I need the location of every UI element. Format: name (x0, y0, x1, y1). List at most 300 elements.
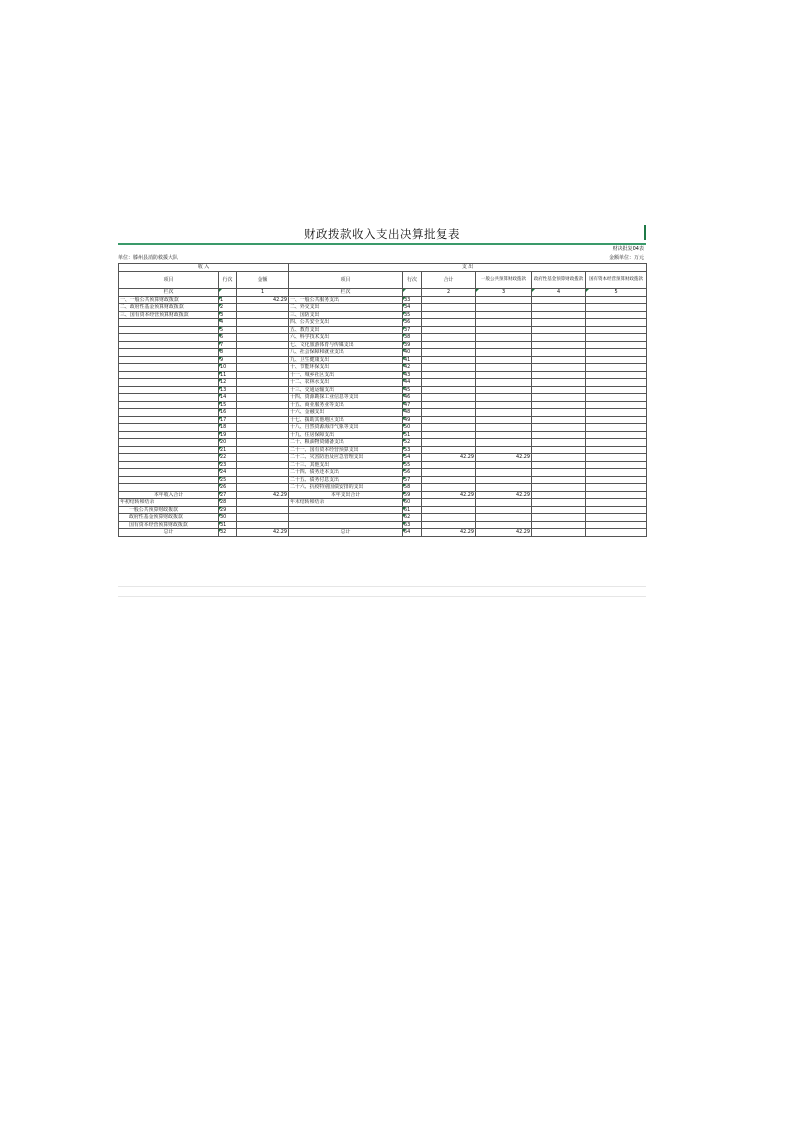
col-header-gov-fund: 政府性基金预算财政拨款 (532, 272, 586, 289)
table-row (119, 334, 647, 342)
income-amount (237, 476, 289, 484)
expense-soe-capital (586, 424, 647, 432)
expense-item: 年末结转和结余 (289, 499, 403, 507)
income-row-no: 4 (219, 319, 237, 327)
expense-gov-fund (532, 431, 586, 439)
col-header-soe-capital: 国有资本经营预算财政拨款 (586, 272, 647, 289)
table-row (119, 491, 647, 499)
expense-total (422, 469, 476, 477)
expense-general-budget (476, 379, 532, 387)
expense-total (422, 476, 476, 484)
income-row-no: 25 (219, 476, 237, 484)
expense-gov-fund (532, 416, 586, 424)
expense-total (422, 499, 476, 507)
expense-gov-fund (532, 424, 586, 432)
income-item: 年初结转和结余 (119, 499, 219, 507)
col-label-right: 栏次 (289, 289, 403, 297)
expense-total (422, 326, 476, 334)
expense-total (422, 484, 476, 492)
expense-general-budget: 42.29 (476, 529, 532, 537)
income-item: 一、一般公共预算财政拨款 (119, 296, 219, 304)
income-amount (237, 311, 289, 319)
expense-item: 一、一般公共服务支出 (289, 296, 403, 304)
expense-row-no: 40 (403, 349, 422, 357)
expense-row-no: 51 (403, 431, 422, 439)
income-row-no: 2 (219, 304, 237, 312)
income-item (119, 341, 219, 349)
expense-total: 42.29 (422, 491, 476, 499)
income-amount (237, 416, 289, 424)
income-row-no: 29 (219, 506, 237, 514)
expense-row-no: 37 (403, 326, 422, 334)
expense-row-no: 54 (403, 454, 422, 462)
expense-soe-capital (586, 311, 647, 319)
expense-total (422, 409, 476, 417)
income-amount (237, 514, 289, 522)
table-row (119, 341, 647, 349)
expense-gov-fund (532, 476, 586, 484)
expense-row-no: 49 (403, 416, 422, 424)
expense-row-no: 52 (403, 439, 422, 447)
expense-gov-fund (532, 379, 586, 387)
table-row (119, 379, 647, 387)
table-row (119, 326, 647, 334)
income-row-no: 23 (219, 461, 237, 469)
expense-soe-capital (586, 454, 647, 462)
title-row (118, 226, 646, 245)
expense-row-no: 36 (403, 319, 422, 327)
expense-total (422, 394, 476, 402)
expense-gov-fund (532, 326, 586, 334)
table-row (119, 484, 647, 492)
income-item (119, 379, 219, 387)
income-amount (237, 386, 289, 394)
income-item (119, 454, 219, 462)
table-row (119, 356, 647, 364)
expense-item (289, 514, 403, 522)
col-header-total: 合计 (422, 272, 476, 289)
expense-general-budget (476, 334, 532, 342)
expense-row-no: 33 (403, 296, 422, 304)
income-amount (237, 461, 289, 469)
expense-gov-fund (532, 521, 586, 529)
expense-general-budget (476, 416, 532, 424)
col-header-row-no: 行次 (219, 272, 237, 289)
income-item: 三、国有资本经营预算财政拨款 (119, 311, 219, 319)
expense-item (289, 506, 403, 514)
expense-soe-capital (586, 349, 647, 357)
income-row-no: 26 (219, 484, 237, 492)
income-amount (237, 506, 289, 514)
expense-soe-capital (586, 371, 647, 379)
expense-total: 42.29 (422, 454, 476, 462)
expense-gov-fund (532, 409, 586, 417)
expense-row-no: 61 (403, 506, 422, 514)
income-item (119, 476, 219, 484)
expense-item: 二十六、抗疫特别国债安排的支出 (289, 484, 403, 492)
table-row (119, 431, 647, 439)
expense-soe-capital (586, 461, 647, 469)
expense-item: 十一、城乡社区支出 (289, 371, 403, 379)
income-row-no: 18 (219, 424, 237, 432)
expense-general-budget (476, 469, 532, 477)
income-row-no: 15 (219, 401, 237, 409)
empty-grid-area (118, 577, 646, 597)
budget-table (118, 263, 647, 537)
income-item (119, 334, 219, 342)
expense-item: 十六、金融支出 (289, 409, 403, 417)
expense-item: 五、教育支出 (289, 326, 403, 334)
table-row (119, 514, 647, 522)
expense-total (422, 364, 476, 372)
col-label-left: 栏次 (119, 289, 219, 297)
table-row (119, 461, 647, 469)
income-amount (237, 424, 289, 432)
expense-row-no: 57 (403, 476, 422, 484)
expense-item: 十五、商业服务业等支出 (289, 401, 403, 409)
income-row-no: 1 (219, 296, 237, 304)
expense-general-budget (476, 401, 532, 409)
expense-total (422, 334, 476, 342)
table-row (119, 476, 647, 484)
expense-total (422, 506, 476, 514)
expense-soe-capital (586, 514, 647, 522)
table-row (119, 521, 647, 529)
expense-row-no: 35 (403, 311, 422, 319)
expense-soe-capital (586, 386, 647, 394)
expense-soe-capital (586, 439, 647, 447)
expense-gov-fund (532, 349, 586, 357)
expense-total (422, 424, 476, 432)
income-amount (237, 379, 289, 387)
expense-total (422, 401, 476, 409)
expense-general-budget (476, 446, 532, 454)
expense-general-budget (476, 461, 532, 469)
col-header-item: 项目 (119, 272, 219, 289)
income-item (119, 394, 219, 402)
income-amount (237, 454, 289, 462)
income-row-no: 17 (219, 416, 237, 424)
expense-soe-capital (586, 326, 647, 334)
expense-gov-fund (532, 356, 586, 364)
expense-soe-capital (586, 416, 647, 424)
expense-row-no: 47 (403, 401, 422, 409)
income-item (119, 364, 219, 372)
income-item (119, 401, 219, 409)
income-amount (237, 326, 289, 334)
income-row-no: 19 (219, 431, 237, 439)
income-row-no: 32 (219, 529, 237, 537)
expense-soe-capital (586, 506, 647, 514)
expense-item: 二十、粮油物资储备支出 (289, 439, 403, 447)
expense-soe-capital (586, 529, 647, 537)
income-row-no: 11 (219, 371, 237, 379)
expense-general-budget (476, 506, 532, 514)
expense-gov-fund (532, 304, 586, 312)
income-item (119, 386, 219, 394)
expense-total (422, 296, 476, 304)
expense-item: 四、公共安全支出 (289, 319, 403, 327)
table-row (119, 469, 647, 477)
expense-total (422, 514, 476, 522)
expense-total (422, 416, 476, 424)
expense-general-budget (476, 364, 532, 372)
expense-gov-fund (532, 394, 586, 402)
expense-gov-fund (532, 334, 586, 342)
expense-general-budget (476, 484, 532, 492)
expense-item: 二十一、国有资本经营预算支出 (289, 446, 403, 454)
income-row-no: 6 (219, 334, 237, 342)
expense-row-no: 39 (403, 341, 422, 349)
expense-gov-fund (532, 296, 586, 304)
income-row-no: 20 (219, 439, 237, 447)
income-row-no: 12 (219, 379, 237, 387)
page-title: 财政拨款收入支出决算批复表 (304, 227, 460, 241)
expense-row-no: 59 (403, 491, 422, 499)
income-row-no: 16 (219, 409, 237, 417)
expense-soe-capital (586, 431, 647, 439)
expense-gov-fund (532, 499, 586, 507)
table-row (119, 439, 647, 447)
expense-soe-capital (586, 521, 647, 529)
expense-gov-fund (532, 484, 586, 492)
table-row (119, 499, 647, 507)
expense-item: 十七、援助其他地区支出 (289, 416, 403, 424)
income-item: 二、政府性基金预算财政拨款 (119, 304, 219, 312)
expense-soe-capital (586, 379, 647, 387)
expense-soe-capital (586, 484, 647, 492)
income-amount (237, 439, 289, 447)
expense-item: 九、卫生健康支出 (289, 356, 403, 364)
expense-gov-fund (532, 401, 586, 409)
income-section-header: 收 入 (119, 264, 289, 272)
expense-gov-fund (532, 386, 586, 394)
expense-soe-capital (586, 364, 647, 372)
expense-gov-fund (532, 454, 586, 462)
col-header-amount: 金额 (237, 272, 289, 289)
income-amount (237, 341, 289, 349)
expense-gov-fund (532, 514, 586, 522)
expense-row-no: 62 (403, 514, 422, 522)
expense-row-no: 41 (403, 356, 422, 364)
expense-gov-fund (532, 341, 586, 349)
expense-gov-fund (532, 439, 586, 447)
unit-label: 单位：滕州县消防救援大队 (118, 255, 179, 261)
expense-item: 十三、交通运输支出 (289, 386, 403, 394)
expense-general-budget (476, 409, 532, 417)
income-row-no: 27 (219, 491, 237, 499)
expense-general-budget (476, 319, 532, 327)
income-item (119, 371, 219, 379)
expense-row-no: 53 (403, 446, 422, 454)
income-row-no: 9 (219, 356, 237, 364)
col-num-3: 3 (476, 289, 532, 297)
income-amount (237, 371, 289, 379)
income-amount (237, 334, 289, 342)
expense-item: 二十五、债务付息支出 (289, 476, 403, 484)
income-item (119, 356, 219, 364)
expense-total: 42.29 (422, 529, 476, 537)
expense-item: 八、社会保障和就业支出 (289, 349, 403, 357)
table-row (119, 349, 647, 357)
expense-soe-capital (586, 341, 647, 349)
expense-gov-fund (532, 491, 586, 499)
expense-total (422, 446, 476, 454)
expense-row-no: 60 (403, 499, 422, 507)
expense-soe-capital (586, 334, 647, 342)
col-num-blank (219, 289, 237, 297)
income-amount (237, 484, 289, 492)
table-row (119, 424, 647, 432)
income-item (119, 484, 219, 492)
expense-general-budget (476, 311, 532, 319)
income-row-no: 3 (219, 311, 237, 319)
expense-soe-capital (586, 401, 647, 409)
table-row (119, 296, 647, 304)
expense-soe-capital (586, 296, 647, 304)
expense-general-budget: 42.29 (476, 491, 532, 499)
expense-gov-fund (532, 371, 586, 379)
form-number-row (118, 245, 646, 254)
col-num-2: 2 (422, 289, 476, 297)
income-amount (237, 499, 289, 507)
table-row (119, 446, 647, 454)
expense-total (422, 349, 476, 357)
form-number: 财决批复04表 (612, 246, 644, 252)
table-row (119, 394, 647, 402)
expense-item: 二十四、债务还本支出 (289, 469, 403, 477)
expense-row-no: 50 (403, 424, 422, 432)
expense-gov-fund (532, 311, 586, 319)
expense-item (289, 521, 403, 529)
income-item (119, 446, 219, 454)
expense-general-budget (476, 371, 532, 379)
expense-row-no: 38 (403, 334, 422, 342)
expense-soe-capital (586, 356, 647, 364)
income-item: 一般公共预算财政拨款 (119, 506, 219, 514)
expense-general-budget (476, 439, 532, 447)
expense-section-header: 支 出 (289, 264, 647, 272)
income-amount (237, 394, 289, 402)
income-amount (237, 364, 289, 372)
income-amount (237, 349, 289, 357)
income-item (119, 431, 219, 439)
expense-general-budget (476, 499, 532, 507)
col-header-general-budget: 一般公共预算财政拨款 (476, 272, 532, 289)
spreadsheet (118, 226, 646, 537)
expense-total (422, 521, 476, 529)
cell-cursor (644, 225, 646, 240)
expense-item: 总计 (289, 529, 403, 537)
expense-soe-capital (586, 491, 647, 499)
income-amount (237, 469, 289, 477)
expense-gov-fund (532, 364, 586, 372)
income-row-no: 10 (219, 364, 237, 372)
income-amount: 42.29 (237, 529, 289, 537)
unit-row (118, 254, 646, 263)
income-amount (237, 319, 289, 327)
income-row-no: 8 (219, 349, 237, 357)
table-row (119, 371, 647, 379)
income-amount (237, 431, 289, 439)
income-item (119, 469, 219, 477)
income-item (119, 349, 219, 357)
expense-item: 二十三、其他支出 (289, 461, 403, 469)
income-amount: 42.29 (237, 491, 289, 499)
table-row (119, 304, 647, 312)
income-row-no: 28 (219, 499, 237, 507)
expense-soe-capital (586, 446, 647, 454)
income-amount (237, 521, 289, 529)
income-amount (237, 401, 289, 409)
expense-item: 本年支出合计 (289, 491, 403, 499)
expense-gov-fund (532, 469, 586, 477)
expense-row-no: 42 (403, 364, 422, 372)
income-row-no: 5 (219, 326, 237, 334)
expense-gov-fund (532, 461, 586, 469)
expense-item: 十九、住房保障支出 (289, 431, 403, 439)
table-row (119, 506, 647, 514)
expense-gov-fund (532, 446, 586, 454)
expense-row-no: 45 (403, 386, 422, 394)
income-row-no: 7 (219, 341, 237, 349)
expense-general-budget (476, 521, 532, 529)
expense-row-no: 34 (403, 304, 422, 312)
table-row (119, 319, 647, 327)
income-item (119, 409, 219, 417)
income-item (119, 461, 219, 469)
expense-general-budget (476, 341, 532, 349)
expense-general-budget (476, 424, 532, 432)
money-unit-label: 金额单位：万元 (608, 255, 644, 261)
income-row-no: 30 (219, 514, 237, 522)
expense-soe-capital (586, 304, 647, 312)
table-row (119, 311, 647, 319)
expense-general-budget (476, 304, 532, 312)
col-header-row-no-expense: 行次 (403, 272, 422, 289)
expense-total (422, 311, 476, 319)
income-amount (237, 304, 289, 312)
expense-row-no: 44 (403, 379, 422, 387)
expense-general-budget (476, 349, 532, 357)
income-amount (237, 409, 289, 417)
expense-general-budget (476, 326, 532, 334)
expense-item: 六、科学技术支出 (289, 334, 403, 342)
expense-item: 十八、自然资源海洋气象等支出 (289, 424, 403, 432)
income-item (119, 319, 219, 327)
table-row (119, 401, 647, 409)
income-row-no: 13 (219, 386, 237, 394)
expense-total (422, 439, 476, 447)
income-item: 总计 (119, 529, 219, 537)
expense-total (422, 371, 476, 379)
expense-general-budget (476, 476, 532, 484)
expense-general-budget (476, 296, 532, 304)
expense-row-no: 55 (403, 461, 422, 469)
expense-item: 二十二、灾害防治及应急管理支出 (289, 454, 403, 462)
table-row (119, 416, 647, 424)
expense-soe-capital (586, 469, 647, 477)
expense-item: 七、文化旅游体育与传媒支出 (289, 341, 403, 349)
table-row (119, 364, 647, 372)
income-row-no: 31 (219, 521, 237, 529)
income-item: 政府性基金预算财政拨款 (119, 514, 219, 522)
income-row-no: 22 (219, 454, 237, 462)
expense-row-no: 63 (403, 521, 422, 529)
income-amount (237, 356, 289, 364)
col-num-4: 4 (532, 289, 586, 297)
expense-total (422, 461, 476, 469)
